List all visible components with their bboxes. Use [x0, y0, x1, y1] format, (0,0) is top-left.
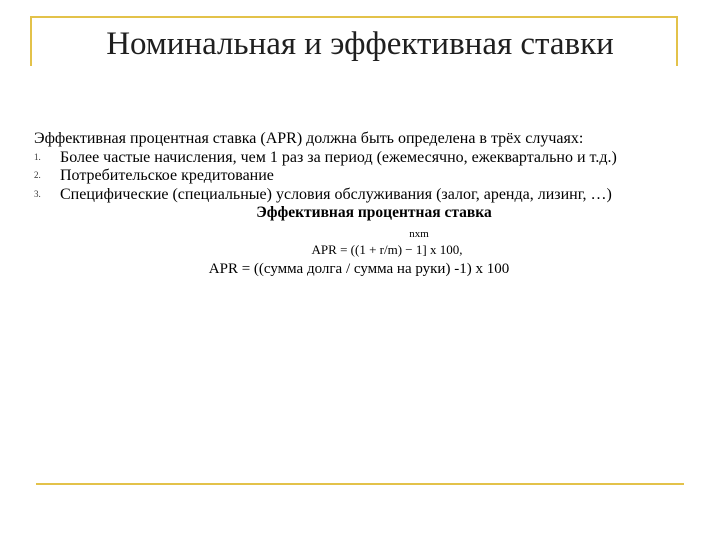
intro-text: Эффективная процентная ставка (APR) должна быть определена в трёх случаях: — [34, 130, 584, 147]
list-number: 3. — [34, 188, 41, 199]
list-item — [34, 149, 674, 168]
apr-formula-compound: APR = ((1 + r/m) − 1] x 100, — [311, 241, 463, 257]
slide-body — [34, 130, 674, 280]
formula-exponent: nxm — [409, 227, 429, 240]
formula-heading: Эффективная процентная ставка — [256, 204, 492, 221]
list-item-text: Специфические (специальные) условия обслуживания (залог, аренда, лизинг, …) — [60, 185, 612, 203]
conditions-list — [34, 149, 674, 205]
slide-title: Номинальная и эффективная ставки — [106, 26, 614, 62]
apr-formula-consumer: APR = ((сумма долга / сумма на руки) -1) х 100 — [208, 260, 510, 277]
list-number: 1. — [34, 151, 41, 162]
list-item-text: Потребительское кредитование — [60, 167, 274, 184]
frame-top-border — [30, 16, 678, 18]
list-number: 2. — [34, 170, 41, 180]
frame-bottom-border — [36, 483, 684, 485]
list-item-text: Более частые начисления, чем 1 раз за период (ежемесячно, ежеквартально и т.д.) — [60, 148, 617, 166]
list-item — [34, 167, 674, 186]
list-item — [34, 186, 674, 205]
